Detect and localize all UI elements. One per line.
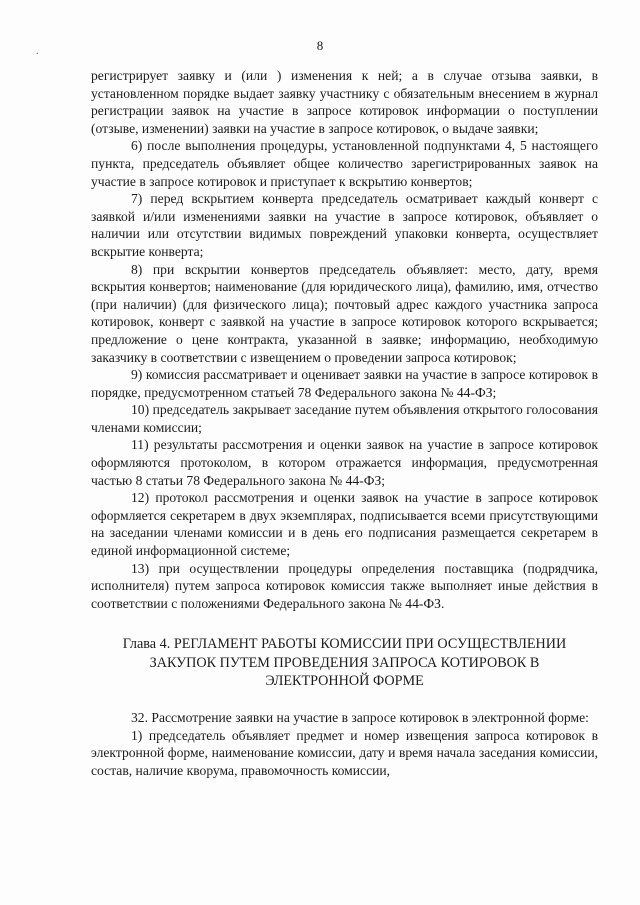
list-item-12: 12) протокол рассмотрения и оценки заявок на участие в запросе котировок оформляется секретарем в двух экземплярах, подписывается всеми присутствующими на заседании членами комиссии и в день его подписания размещается секретарем в единой информационной системе; bbox=[91, 490, 598, 559]
list-item-8: 8) при вскрытии конвертов председатель объявляет: место, дату, время вскрытия конвертов; наименование (для юридического лица), фамилию, имя, отчество (при наличии) (для физического лица); почтовый адрес каждого участника запроса котировок, конверт с заявкой на участие в запросе котировок которого вскрывается; предложение о цене контракта, указанной в заявке; информацию, необходимую заказчику в соответствии с извещением о проведении запроса котировок; bbox=[91, 261, 598, 365]
list-item-11: 11) результаты рассмотрения и оценки заявок на участие в запросе котировок оформляются протоколом, в котором отражается информация, предусмотренная частью 8 статьи 78 Федерального закона № 44-ФЗ; bbox=[91, 437, 598, 488]
chapter-title: Глава 4. РЕГЛАМЕНТ РАБОТЫ КОМИССИИ ПРИ ОСУЩЕСТВЛЕНИИ ЗАКУПОК ПУТЕМ ПРОВЕДЕНИЯ ЗАПРОСА КОТИРОВОК В ЭЛЕКТРОННОЙ ФОРМЕ bbox=[122, 636, 567, 690]
document-body bbox=[91, 67, 598, 779]
list-item-9: 9) комиссия рассматривает и оценивает заявки на участие в запросе котировок в порядке, предусмотренном статьей 78 Федерального закона № 44-ФЗ; bbox=[91, 367, 598, 400]
margin-mark: . bbox=[36, 46, 39, 57]
list-item-10: 10) председатель закрывает заседание путем объявления открытого голосования членами комиссии; bbox=[91, 402, 598, 435]
list-item-7: 7) перед вскрытием конверта председатель осматривает каждый конверт с заявкой и/или изменениями заявки на участие в запросе котировок, объявляет о наличии или отсутствии видимых повреждений упаковки конверта, осуществляет вскрытие конверта; bbox=[91, 191, 598, 259]
paragraph-continuation: регистрирует заявку и (или ) изменения к ней; а в случае отзыва заявки, в установленном порядке выдает заявку участнику с обязательным внесением в журнал регистрации заявок на участие в запросе котировок информации о поступлении (отзыве, изменении) заявки на участие в запросе котировок, о выдаче заявки; bbox=[91, 68, 598, 136]
section-32-item-1: 1) председатель объявляет предмет и номер извещения запроса котировок в электронной форме, наименование комиссии, дату и время начала заседания комиссии, состав, наличие кворума, правомочность комиссии, bbox=[91, 727, 598, 778]
page-number: 8 bbox=[316, 38, 324, 53]
list-item-6: 6) после выполнения процедуры, установленной подпунктами 4, 5 настоящего пункта, председатель объявляет общее количество зарегистрированных заявок на участие в запросе котировок и приступает к вскрытию конвертов; bbox=[91, 138, 598, 189]
list-item-13: 13) при осуществлении процедуры определения поставщика (подрядчика, исполнителя) путем запроса котировок комиссия также выполняет иные действия в соответствии с положениями Федерального закона № 44-ФЗ. bbox=[91, 560, 598, 611]
section-32-heading: 32. Рассмотрение заявки на участие в запросе котировок в электронной форме: bbox=[131, 709, 589, 725]
